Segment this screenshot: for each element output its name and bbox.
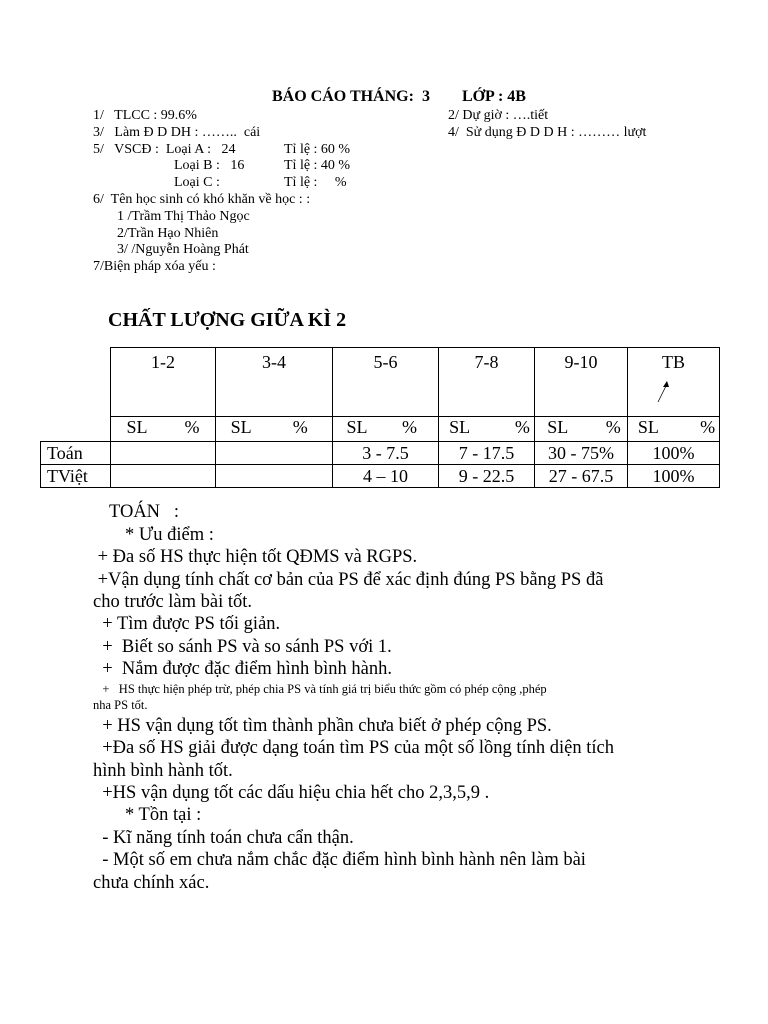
tlcc-line: 1/ TLCC : 99.6% [93,108,197,123]
sub-header [439,417,535,442]
arrow-icon [656,378,672,404]
column-header: 1-2 [111,348,216,417]
lam-dd-line: 3/ Làm Đ D DH : …….. cái [93,125,261,140]
quality-heading: CHẤT LƯỢNG GIỮA KÌ 2 [108,309,347,331]
table-corner [41,348,111,442]
vscd-b-label: Loại B : 16 [174,158,245,173]
sl-label: SL [637,417,659,437]
student-item: 2/Trần Hạo Nhiên [117,226,219,241]
student-item: 3/ /Nguyễn Hoàng Phát [117,242,249,257]
toan-line: + Biết so sánh PS và so sánh PS với 1. [93,637,392,657]
uu-diem-heading: * Ưu điểm : [125,525,214,545]
toan-line: + Nắm được đặc điểm hình bình hành. [93,659,392,679]
toan-line: +HS vận dụng tốt các dấu hiệu chia hết cho 2,3,5,9 . [93,783,490,803]
sl-label: SL [449,417,471,437]
table-cell: 30 - 75% [535,442,628,465]
pct-label: % [292,417,308,437]
column-header: 3-4 [216,348,333,417]
pct-label: % [514,417,530,437]
table-cell [216,442,333,465]
sub-header [216,417,333,442]
du-gio-line: 2/ Dự giờ : ….tiết [448,108,549,123]
sub-header [535,417,628,442]
ton-tai-line: - Một số em chưa nắm chắc đặc điểm hình bình hành nên làm bài [93,850,586,870]
su-dung-line: 4/ Sử dụng Đ D D H : ……… lượt [448,125,647,140]
pct-label: % [402,417,417,437]
table-cell: 9 - 22.5 [439,465,535,488]
ton-tai-line: - Kĩ năng tính toán chưa cẩn thận. [93,828,354,848]
report-title: BÁO CÁO THÁNG: 3 LỚP : 4B [272,88,526,105]
quality-table [40,347,720,488]
sl-label: SL [126,417,148,437]
table-cell [111,465,216,488]
sub-header [333,417,439,442]
pct-label: % [184,417,200,437]
hs-kho-khan-title: 6/ Tên học sinh có khó khăn về học : : [93,192,311,207]
toan-line: + HS vận dụng tốt tìm thành phần chưa biết ở phép cộng PS. [93,716,552,736]
table-cell: 7 - 17.5 [439,442,535,465]
toan-line: +Đa số HS giải được dạng toán tìm PS của một số lồng tính diện tích [93,738,614,758]
column-header-tb [628,348,720,417]
toan-line: cho trước làm bài tốt. [93,592,253,612]
ton-tai-heading: * Tồn tại : [125,805,202,825]
table-row [41,442,720,465]
pct-label: % [605,417,621,437]
bien-phap-line: 7/Biện pháp xóa yếu : [93,259,216,274]
sl-label: SL [346,417,368,437]
sl-label: SL [547,417,569,437]
toan-line: hình bình hành tốt. [93,761,233,781]
pct-label: % [700,417,716,437]
toan-small-line: nha PS tốt. [93,698,148,712]
vscd-c-rate: Tỉ lệ : % [284,175,347,190]
vscd-c-label: Loại C : [174,175,220,190]
vscd-a-label: 5/ VSCĐ : Loại A : 24 [93,142,236,157]
column-header: 7-8 [439,348,535,417]
sl-label: SL [230,417,252,437]
table-cell: 100% [628,442,720,465]
table-cell [111,442,216,465]
row-subject: Toán [41,442,111,465]
toan-small-line: + HS thực hiện phép trừ, phép chia PS và tính giá trị biểu thức gồm có phép cộng ,phép [93,682,547,696]
sub-header [628,417,720,442]
column-header-label: TB [661,352,685,372]
vscd-a-rate: Tỉ lệ : 60 % [284,142,351,157]
row-subject: TViệt [41,465,111,488]
toan-line: +Vận dụng tính chất cơ bản của PS để xác định đúng PS bằng PS đã [93,570,604,590]
table-cell: 100% [628,465,720,488]
ton-tai-line: chưa chính xác. [93,873,210,893]
toan-line: + Đa số HS thực hiện tốt QĐMS và RGPS. [93,547,418,567]
column-header: 5-6 [333,348,439,417]
column-header: 9-10 [535,348,628,417]
table-row [41,465,720,488]
vscd-b-rate: Tỉ lệ : 40 % [284,158,351,173]
table-cell [216,465,333,488]
table-cell: 27 - 67.5 [535,465,628,488]
table-cell: 3 - 7.5 [333,442,439,465]
toan-line: + Tìm được PS tối giản. [93,614,281,634]
sub-header [111,417,216,442]
student-item: 1 /Trầm Thị Thảo Ngọc [117,209,250,224]
table-cell: 4 – 10 [333,465,439,488]
toan-heading: TOÁN : [109,502,180,522]
